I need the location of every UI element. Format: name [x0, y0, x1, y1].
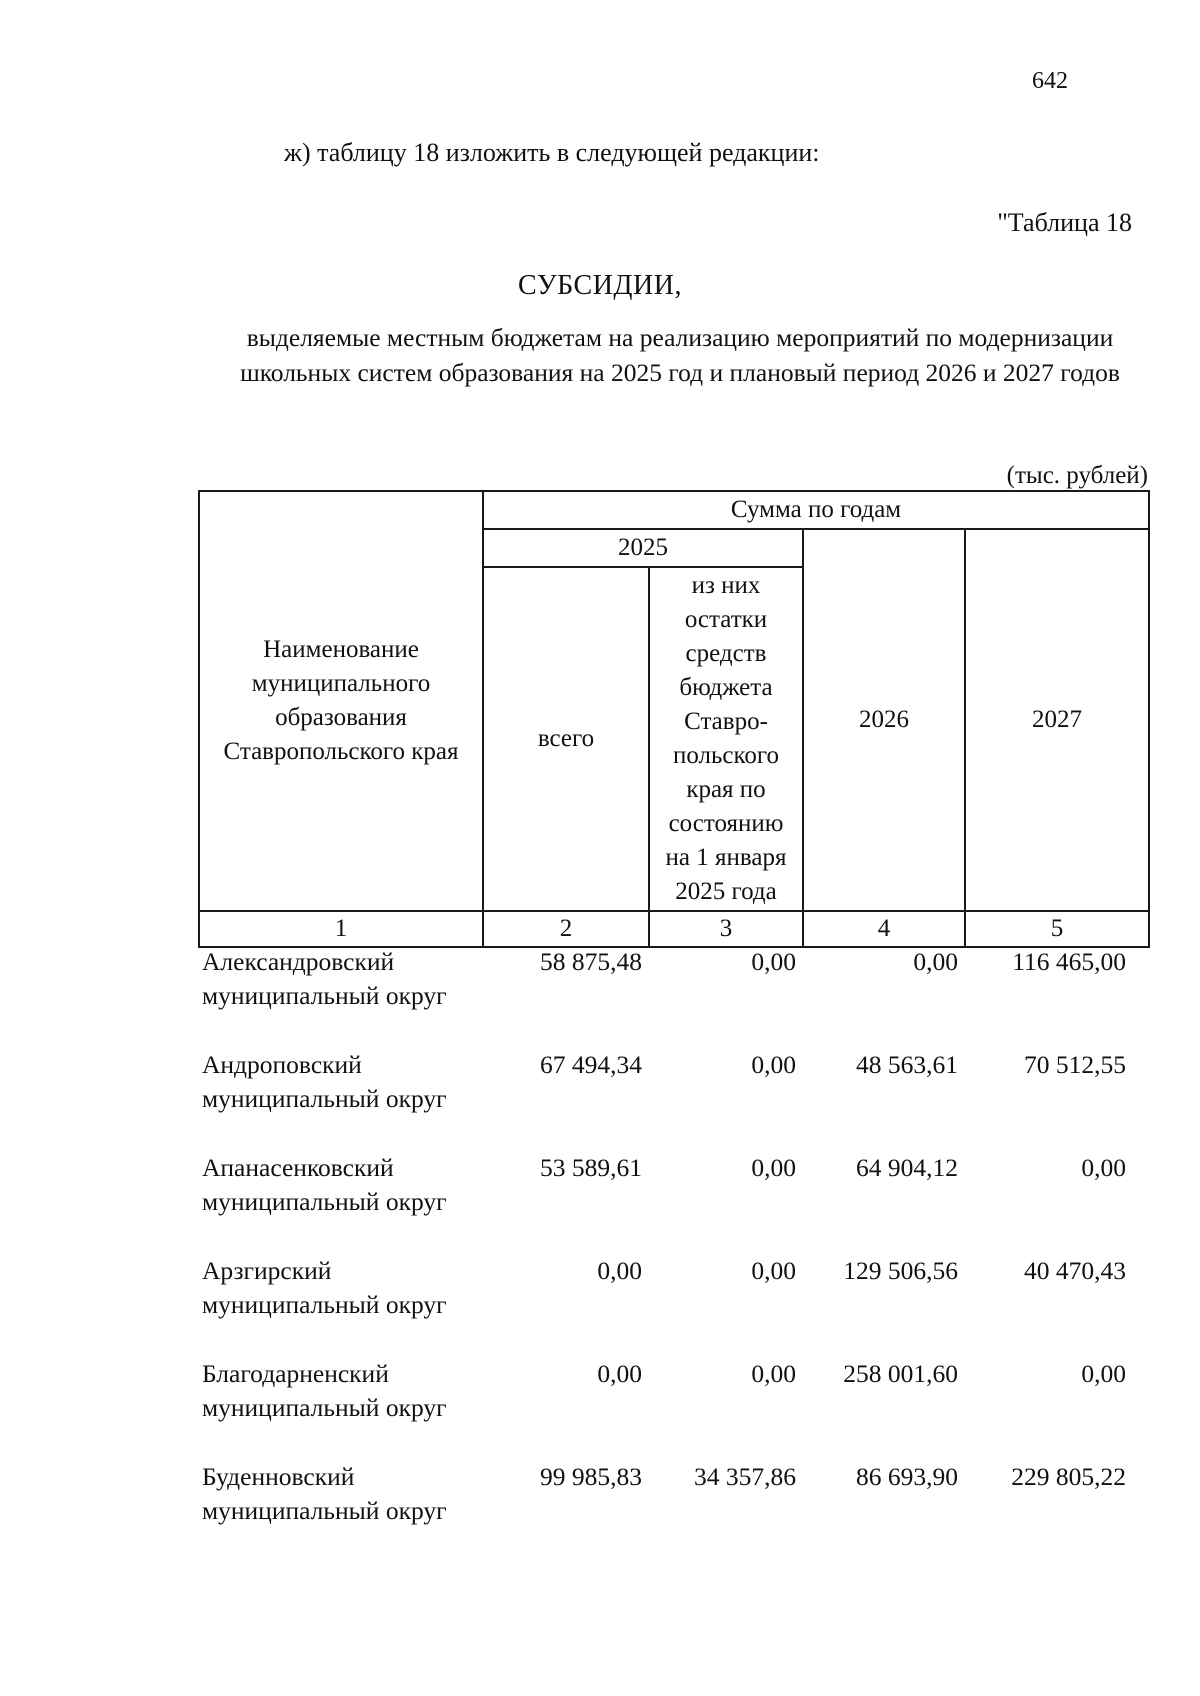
column-number: 1	[199, 911, 483, 947]
year-2026-cell: 64 904,12	[856, 1153, 958, 1182]
page-number: 642	[1032, 68, 1068, 94]
header-year-2025: 2025	[483, 529, 803, 567]
table-caption: "Таблица 18	[997, 208, 1132, 237]
column-number: 4	[803, 911, 965, 947]
remainder-2025-cell: 0,00	[751, 1359, 796, 1388]
document-title: СУБСИДИИ,	[518, 270, 682, 301]
total-2025-cell: 53 589,61	[540, 1153, 642, 1182]
units-label: (тыс. рублей)	[1006, 462, 1148, 489]
intro-text: ж) таблицу 18 изложить в следующей редакции:	[284, 138, 820, 167]
column-number: 2	[483, 911, 649, 947]
year-2026-cell: 129 506,56	[843, 1256, 958, 1285]
table-row	[198, 1151, 1148, 1254]
total-2025-cell: 0,00	[597, 1359, 642, 1388]
header-total: всего	[483, 567, 649, 911]
header-sum-by-years: Сумма по годам	[483, 491, 1149, 529]
year-2026-cell: 86 693,90	[856, 1462, 958, 1491]
year-2026-cell: 258 001,60	[843, 1359, 958, 1388]
municipality-name: Арзгирский муниципальный округ	[202, 1256, 447, 1319]
header-year-2027: 2027	[965, 529, 1149, 911]
municipality-name: Апанасенковский муниципальный округ	[202, 1153, 447, 1216]
table-row	[198, 1254, 1148, 1357]
year-2027-cell: 0,00	[1081, 1359, 1126, 1388]
table-header	[198, 490, 1150, 948]
column-number: 3	[649, 911, 803, 947]
year-2027-cell: 116 465,00	[1012, 947, 1126, 976]
remainder-2025-cell: 0,00	[751, 1153, 796, 1182]
header-year-2026: 2026	[803, 529, 965, 911]
year-2027-cell: 70 512,55	[1024, 1050, 1126, 1079]
table-row	[198, 945, 1148, 1048]
municipality-name: Александровский муниципальный округ	[202, 947, 447, 1010]
year-2026-cell: 48 563,61	[856, 1050, 958, 1079]
municipality-name: Андроповский муниципальный округ	[202, 1050, 447, 1113]
year-2026-cell: 0,00	[913, 947, 958, 976]
document-subtitle: выделяемые местным бюджетам на реализацию мероприятий по модернизации школьных систем образования на 2025 год и плановый период 2026 и 2027 годов	[240, 323, 1120, 387]
total-2025-cell: 0,00	[597, 1256, 642, 1285]
remainder-2025-cell: 0,00	[751, 947, 796, 976]
year-2027-cell: 0,00	[1081, 1153, 1126, 1182]
remainder-2025-cell: 0,00	[751, 1256, 796, 1285]
header-name-col: Наименование муниципального образования Ставропольского края	[199, 491, 483, 911]
year-2027-cell: 40 470,43	[1024, 1256, 1126, 1285]
column-number: 5	[965, 911, 1149, 947]
municipality-name: Благодарненский муниципальный округ	[202, 1359, 447, 1422]
header-of-which: из них остатки средств бюджета Ставро-польского края по состоянию на 1 января 2025 года	[649, 567, 803, 911]
total-2025-cell: 58 875,48	[540, 947, 642, 976]
table-row	[198, 1048, 1148, 1151]
municipality-name: Буденновский муниципальный округ	[202, 1462, 447, 1525]
total-2025-cell: 67 494,34	[540, 1050, 642, 1079]
table-body	[198, 945, 1148, 1563]
year-2027-cell: 229 805,22	[1011, 1462, 1126, 1491]
remainder-2025-cell: 34 357,86	[694, 1462, 796, 1491]
total-2025-cell: 99 985,83	[540, 1462, 642, 1491]
table-row	[198, 1357, 1148, 1460]
table-row	[198, 1460, 1148, 1563]
remainder-2025-cell: 0,00	[751, 1050, 796, 1079]
